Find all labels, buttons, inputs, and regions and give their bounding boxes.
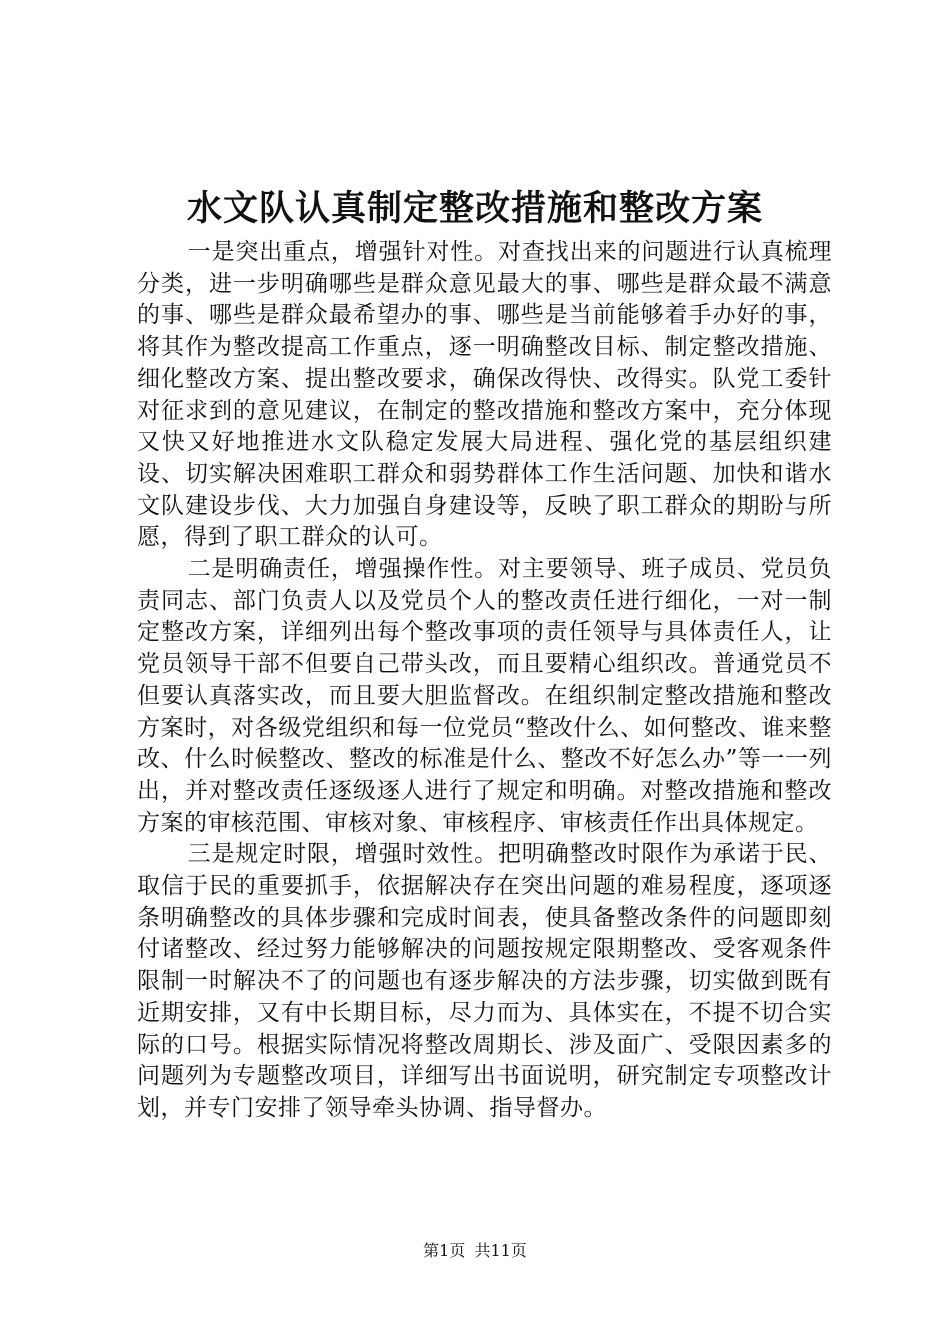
paragraph-1: 一是突出重点，增强针对性。对查找出来的问题进行认真梳理分类，进一步明确哪些是群众意见最大的事、哪些是群众最不满意的事、哪些是群众最希望办的事、哪些是当前能够着手办好的事，将其作为整改提高工作重点，逐一明确整改目标、制定整改措施、细化整改方案、提出整改要求，确保改得快、改得实。队党工委针对征求到的意见建议，在制定的整改措施和整改方案中，充分体现又快又好地推进水文队稳定发展大局进程、强化党的基层组织建设、切实解决困难职工群众和弱势群体工作生活问题、加快和谐水文队建设步伐、大力加强自身建设等，反映了职工群众的期盼与所愿，得到了职工群众的认可。 [137, 239, 832, 551]
document-title: 水文队认真制定整改措施和整改方案 [186, 188, 763, 229]
page-number-total: 共11页 [474, 1241, 527, 1260]
paragraph-2: 二是明确责任，增强操作性。对主要领导、班子成员、党员负责同志、部门负责人以及党员个人的整改责任进行细化，一对一制定整改方案，详细列出每个整改事项的责任领导与具体责任人，让党员领导干部不但要自己带头改，而且要精心组织改。普通党员不但要认真落实改，而且要大胆监督改。在组织制定整改措施和整改方案时，对各级党组织和每一位党员“整改什么、如何整改、谁来整改、什么时候整改、整改的标准是什么、整改不好怎么办”等一一列出，并对整改责任逐级逐人进行了规定和明确。对整改措施和整改方案的审核范围、审核对象、审核程序、审核责任作出具体规定。 [137, 556, 832, 836]
document-body [137, 237, 832, 1125]
page-footer [0, 1240, 950, 1262]
paragraph-3: 三是规定时限，增强时效性。把明确整改时限作为承诺于民、取信于民的重要抓手，依据解决存在突出问题的难易程度，逐项逐条明确整改的具体步骤和完成时间表，使具备整改条件的问题即刻付诸整改、经过努力能够解决的问题按规定限期整改、受客观条件限制一时解决不了的问题也有逐步解决的方法步骤，切实做到既有近期安排，又有中长期目标，尽力而为、具体实在，不提不切合实际的口号。根据实际情况将整改周期长、涉及面广、受限因素多的问题列为专题整改项目，详细写出书面说明，研究制定专项整改计划，并专门安排了领导牵头协调、指导督办。 [137, 841, 832, 1121]
page-number-current: 第1页 [423, 1241, 466, 1260]
